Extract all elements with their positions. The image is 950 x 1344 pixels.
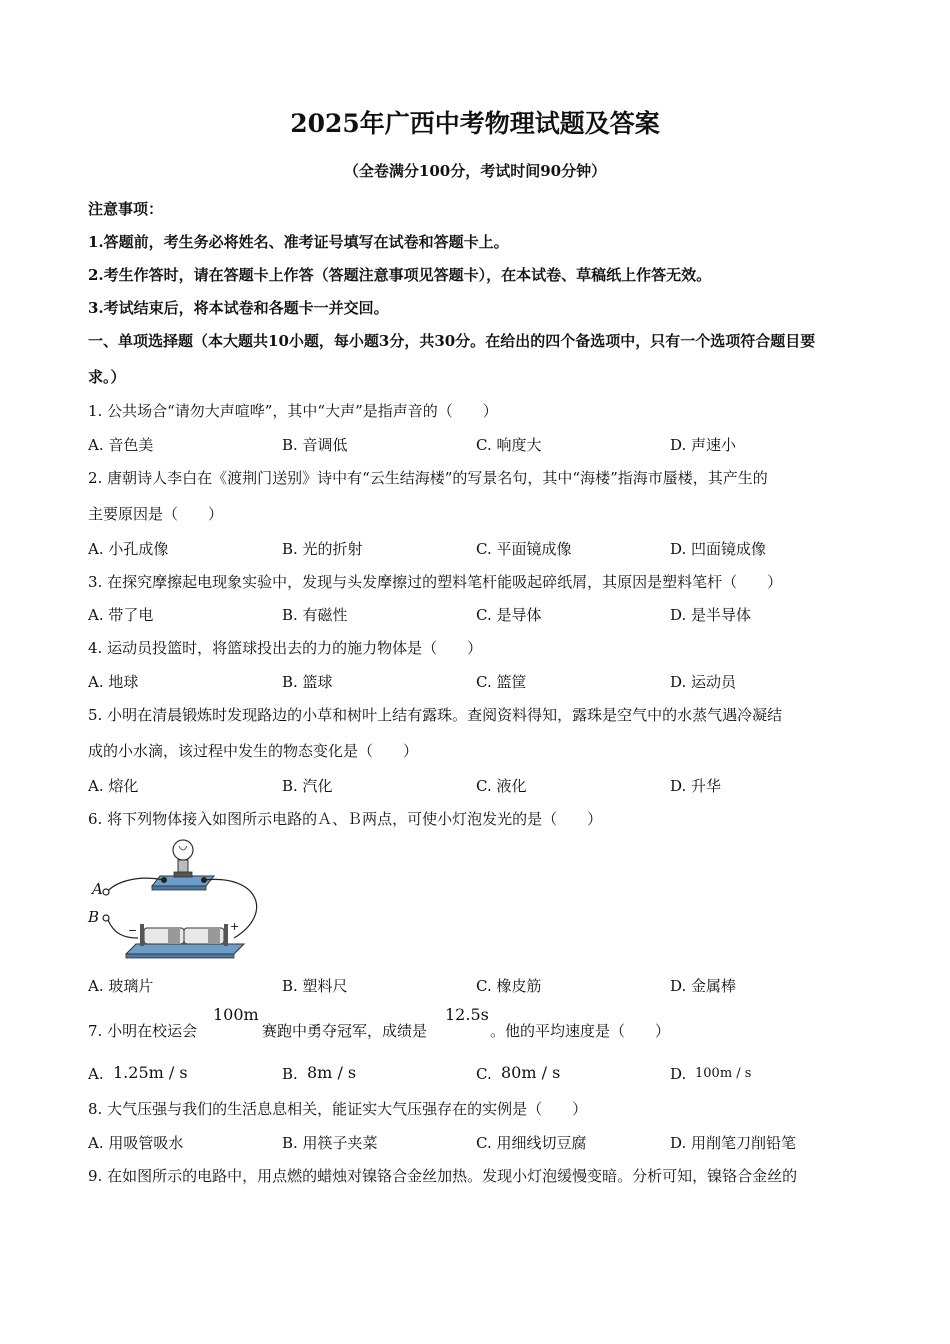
terminal-b <box>103 915 109 921</box>
option-c: C. 橡皮筋 <box>476 977 542 995</box>
option-c: C. 篮筐 <box>476 673 527 691</box>
question-stem: 7. 小明在校运会 <box>88 1022 198 1040</box>
label-b: B <box>88 908 100 926</box>
option-d-label: D. <box>670 1065 687 1083</box>
option-c: C. 是导体 <box>476 606 542 624</box>
option-b-value: 8m / s <box>307 1063 357 1082</box>
question-stem: 6. 将下列物体接入如图所示电路的Ａ、Ｂ两点，可使小灯泡发光的是（ ） <box>88 810 603 828</box>
time-value: 12.5s <box>445 1005 489 1024</box>
question-stem-cont: 成的小水滴，该过程中发生的物态变化是（ ） <box>88 742 419 760</box>
option-d: D. 用削笔刀削铅笔 <box>670 1134 797 1152</box>
option-c: C. 用细线切豆腐 <box>476 1134 587 1152</box>
option-a: A. 熔化 <box>88 777 139 795</box>
distance-value: 100m <box>213 1005 259 1024</box>
question-stem: 。他的平均速度是（ ） <box>490 1022 671 1040</box>
option-d: D. 凹面镜成像 <box>670 540 767 558</box>
option-a: A. 地球 <box>88 673 139 691</box>
question-stem: 3. 在探究摩擦起电现象实验中，发现与头发摩擦过的塑料笔杆能吸起碎纸屑，其原因是塑料笔杆（ ） <box>88 573 783 591</box>
question-stem: 8. 大气压强与我们的生活息息相关，能证实大气压强存在的实例是（ ） <box>88 1100 588 1118</box>
page-title: 2025年广西中考物理试题及答案 <box>290 109 660 138</box>
question-stem: 4. 运动员投篮时，将篮球投出去的力的施力物体是（ ） <box>88 639 483 657</box>
option-a-value: 1.25m / s <box>113 1063 188 1082</box>
notice-item: 3.考试结束后，将本试卷和各题卡一并交回。 <box>88 299 389 317</box>
notice-heading: 注意事项： <box>88 200 164 218</box>
notice-item: 1.答题前，考生务必将姓名、准考证号填写在试卷和答题卡上。 <box>88 233 509 251</box>
question-stem: 2. 唐朝诗人李白在《渡荆门送别》诗中有“云生结海楼”的写景名句，其中“海楼”指海市蜃楼，其产生的 <box>88 469 768 487</box>
plus-sign: + <box>230 920 240 933</box>
option-b: B. 篮球 <box>282 673 333 691</box>
option-a: A. 带了电 <box>88 606 154 624</box>
option-c-value: 80m / s <box>501 1063 561 1082</box>
question-stem: 1. 公共场合“请勿大声喧哗”，其中“大声”是指声音的（ ） <box>88 402 498 420</box>
option-a: A. 音色美 <box>88 436 154 454</box>
option-b-label: B. <box>282 1065 298 1083</box>
terminal-a <box>103 889 109 895</box>
option-b: B. 有磁性 <box>282 606 348 624</box>
option-c: C. 液化 <box>476 777 527 795</box>
option-b: B. 塑料尺 <box>282 977 348 995</box>
option-c-label: C. <box>476 1065 492 1083</box>
option-b: B. 汽化 <box>282 777 333 795</box>
question-stem: 9. 在如图所示的电路中，用点燃的蜡烛对镍铬合金丝加热。发现小灯泡缓慢变暗。分析可知，镍铬合金丝的 <box>88 1167 798 1185</box>
question-stem: 赛跑中勇夺冠军，成绩是 <box>262 1022 428 1040</box>
section-heading-cont: 求。） <box>88 368 126 386</box>
label-a: A <box>92 880 103 898</box>
option-a: A. 用吸管吸水 <box>88 1134 184 1152</box>
option-c: C. 平面镜成像 <box>476 540 572 558</box>
option-b: B. 用筷子夹菜 <box>282 1134 378 1152</box>
option-b: B. 音调低 <box>282 436 348 454</box>
option-a-label: A. <box>88 1065 104 1083</box>
option-a: A. 玻璃片 <box>88 977 154 995</box>
option-d-value: 100m / s <box>695 1066 752 1081</box>
option-d: D. 是半导体 <box>670 606 752 624</box>
option-c: C. 响度大 <box>476 436 542 454</box>
question-stem-cont: 主要原因是（ ） <box>88 505 224 523</box>
minus-sign: − <box>128 924 138 937</box>
section-heading: 一、单项选择题（本大题共10小题，每小题3分，共30分。在给出的四个备选项中，只有一个选项符合题目要 <box>88 332 816 350</box>
option-b: B. 光的折射 <box>282 540 363 558</box>
question-stem: 5. 小明在清晨锻炼时发现路边的小草和树叶上结有露珠。查阅资料得知，露珠是空气中的水蒸气遇冷凝结 <box>88 706 783 724</box>
notice-item: 2.考生作答时，请在答题卡上作答（答题注意事项见答题卡），在本试卷、草稿纸上作答无效。 <box>88 266 712 284</box>
option-d: D. 升华 <box>670 777 722 795</box>
page-subtitle: （全卷满分100分，考试时间90分钟） <box>343 162 607 180</box>
circuit-figure <box>84 834 274 966</box>
option-d: D. 金属棒 <box>670 977 737 995</box>
option-d: D. 运动员 <box>670 673 737 691</box>
option-a: A. 小孔成像 <box>88 540 169 558</box>
option-d: D. 声速小 <box>670 436 737 454</box>
